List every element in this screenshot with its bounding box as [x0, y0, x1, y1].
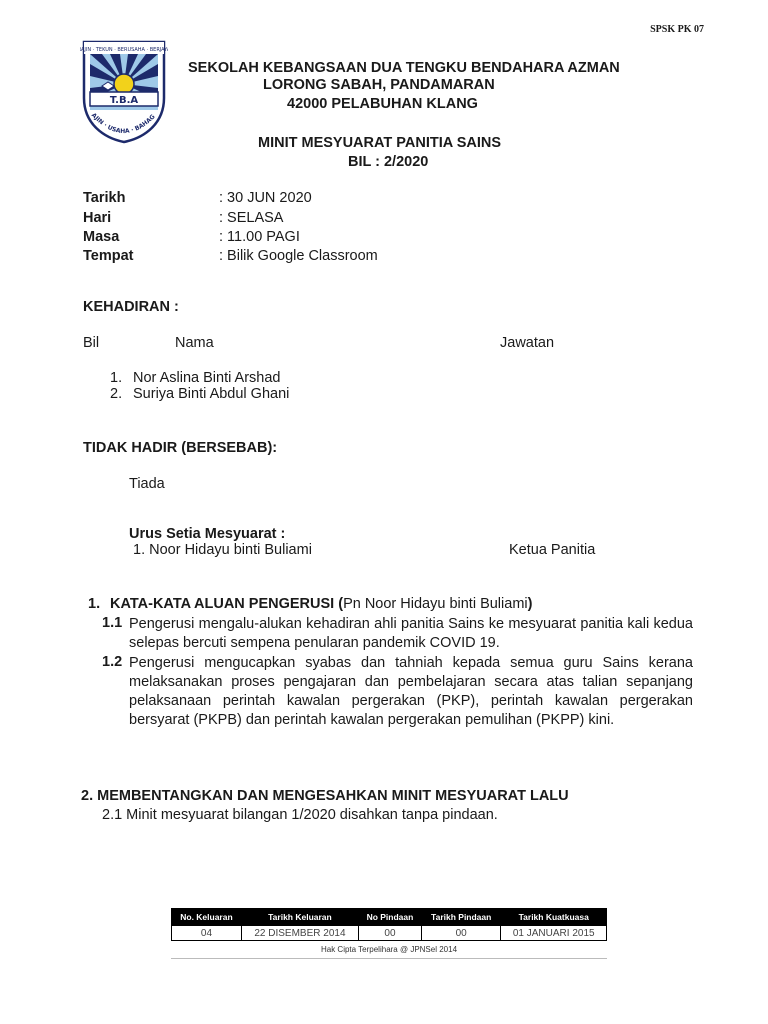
school-city: 42000 PELABUHAN KLANG	[287, 96, 478, 112]
meta-venue-label: Tempat	[83, 248, 134, 264]
attendance-col-name: Nama	[175, 335, 214, 351]
logo-center-text: T.B.A	[109, 95, 139, 106]
school-name: SEKOLAH KEBANGSAAN DUA TENGKU BENDAHARA AZMAN	[188, 60, 620, 76]
secretariat-heading: Urus Setia Mesyuarat :	[129, 526, 286, 542]
meta-date-label: Tarikh	[83, 190, 126, 206]
copyright-notice: Hak Cipta Terpelihara @ JPNSel 2014	[171, 945, 607, 959]
absent-value: Tiada	[129, 476, 165, 492]
table-cell: 00	[358, 926, 421, 941]
school-crest-logo	[80, 40, 168, 144]
table-header-row	[172, 909, 607, 926]
attendance-col-bil: Bil	[83, 335, 100, 351]
minutes-title: MINIT MESYUARAT PANITIA SAINS	[258, 135, 502, 151]
section2-heading: 2. MEMBENTANGKAN DAN MENGESAHKAN MINIT MESYUARAT LALU	[81, 788, 569, 804]
meta-venue-value: : Bilik Google Classroom	[219, 248, 378, 264]
attendee-name: Nor Aslina Binti Arshad	[133, 370, 281, 386]
minutes-number: BIL : 2/2020	[348, 154, 429, 170]
attendee-name: Suriya Binti Abdul Ghani	[133, 386, 290, 402]
meta-time-label: Masa	[83, 229, 120, 245]
attendance-col-position: Jawatan	[500, 335, 555, 351]
secretariat-person: 1. Noor Hidayu binti Buliami	[133, 542, 312, 558]
attendee-number: 2.	[110, 386, 123, 402]
section2-item: 2.1 Minit mesyuarat bilangan 1/2020 disahkan tanpa pindaan.	[102, 807, 498, 823]
meta-date-value: : 30 JUN 2020	[219, 190, 312, 206]
table-header: Tarikh Kuatkuasa	[501, 909, 607, 926]
table-cell: 01 JANUARI 2015	[501, 926, 607, 941]
table-cell: 04	[172, 926, 242, 941]
table-row	[172, 926, 607, 941]
table-header: Tarikh Pindaan	[421, 909, 500, 926]
section1-number: 1.	[88, 596, 101, 612]
school-street: LORONG SABAH, PANDAMARAN	[263, 77, 495, 93]
document-code: SPSK PK 07	[650, 24, 704, 35]
meta-time-value: : 11.00 PAGI	[219, 229, 300, 245]
section1-chair-name: Pn Noor Hidayu binti Buliami	[343, 596, 528, 612]
section1-heading-close: )	[527, 596, 533, 612]
document-control-table	[171, 908, 607, 941]
attendee-number: 1.	[110, 370, 123, 386]
item-number: 1.2	[102, 654, 123, 670]
meta-day-value: : SELASA	[219, 210, 284, 226]
logo-top-motto: RAJIN · TEKUN · BERUSAHA · BERJAYA	[80, 47, 168, 53]
absent-heading: TIDAK HADIR (BERSEBAB):	[83, 440, 278, 456]
table-cell: 00	[421, 926, 500, 941]
table-header: Tarikh Keluaran	[241, 909, 358, 926]
item-text: Pengerusi mengucapkan syabas dan tahniah kepada semua guru Sains kerana melaksanakan proses pengajaran dan pembelajaran secara atas talian sepanjang pelaksanaan perintah kawalan pergerakan (PKP), perintah kawalan pergerakan bersyarat (PKPB) dan perintah kawalan pergerakan pemulihan (PKPP) kini.	[129, 655, 693, 728]
secretariat-role: Ketua Panitia	[509, 542, 596, 558]
section1-heading	[110, 596, 532, 612]
section1-heading-text: KATA-KATA ALUAN PENGERUSI (	[110, 596, 344, 612]
logo-bottom-motto: AJIN · USAHA · BAHAG	[89, 111, 157, 136]
meta-day-label: Hari	[83, 210, 112, 226]
table-cell: 22 DISEMBER 2014	[241, 926, 358, 941]
item-text: Pengerusi mengalu-alukan kehadiran ahli panitia Sains ke mesyuarat panitia kali kedua selepas bercuti sempena penularan pandemik COVID 19.	[129, 616, 693, 651]
table-header: No Pindaan	[358, 909, 421, 926]
table-header: No. Keluaran	[172, 909, 242, 926]
attendance-heading: KEHADIRAN :	[83, 299, 179, 315]
item-number: 1.1	[102, 615, 123, 631]
